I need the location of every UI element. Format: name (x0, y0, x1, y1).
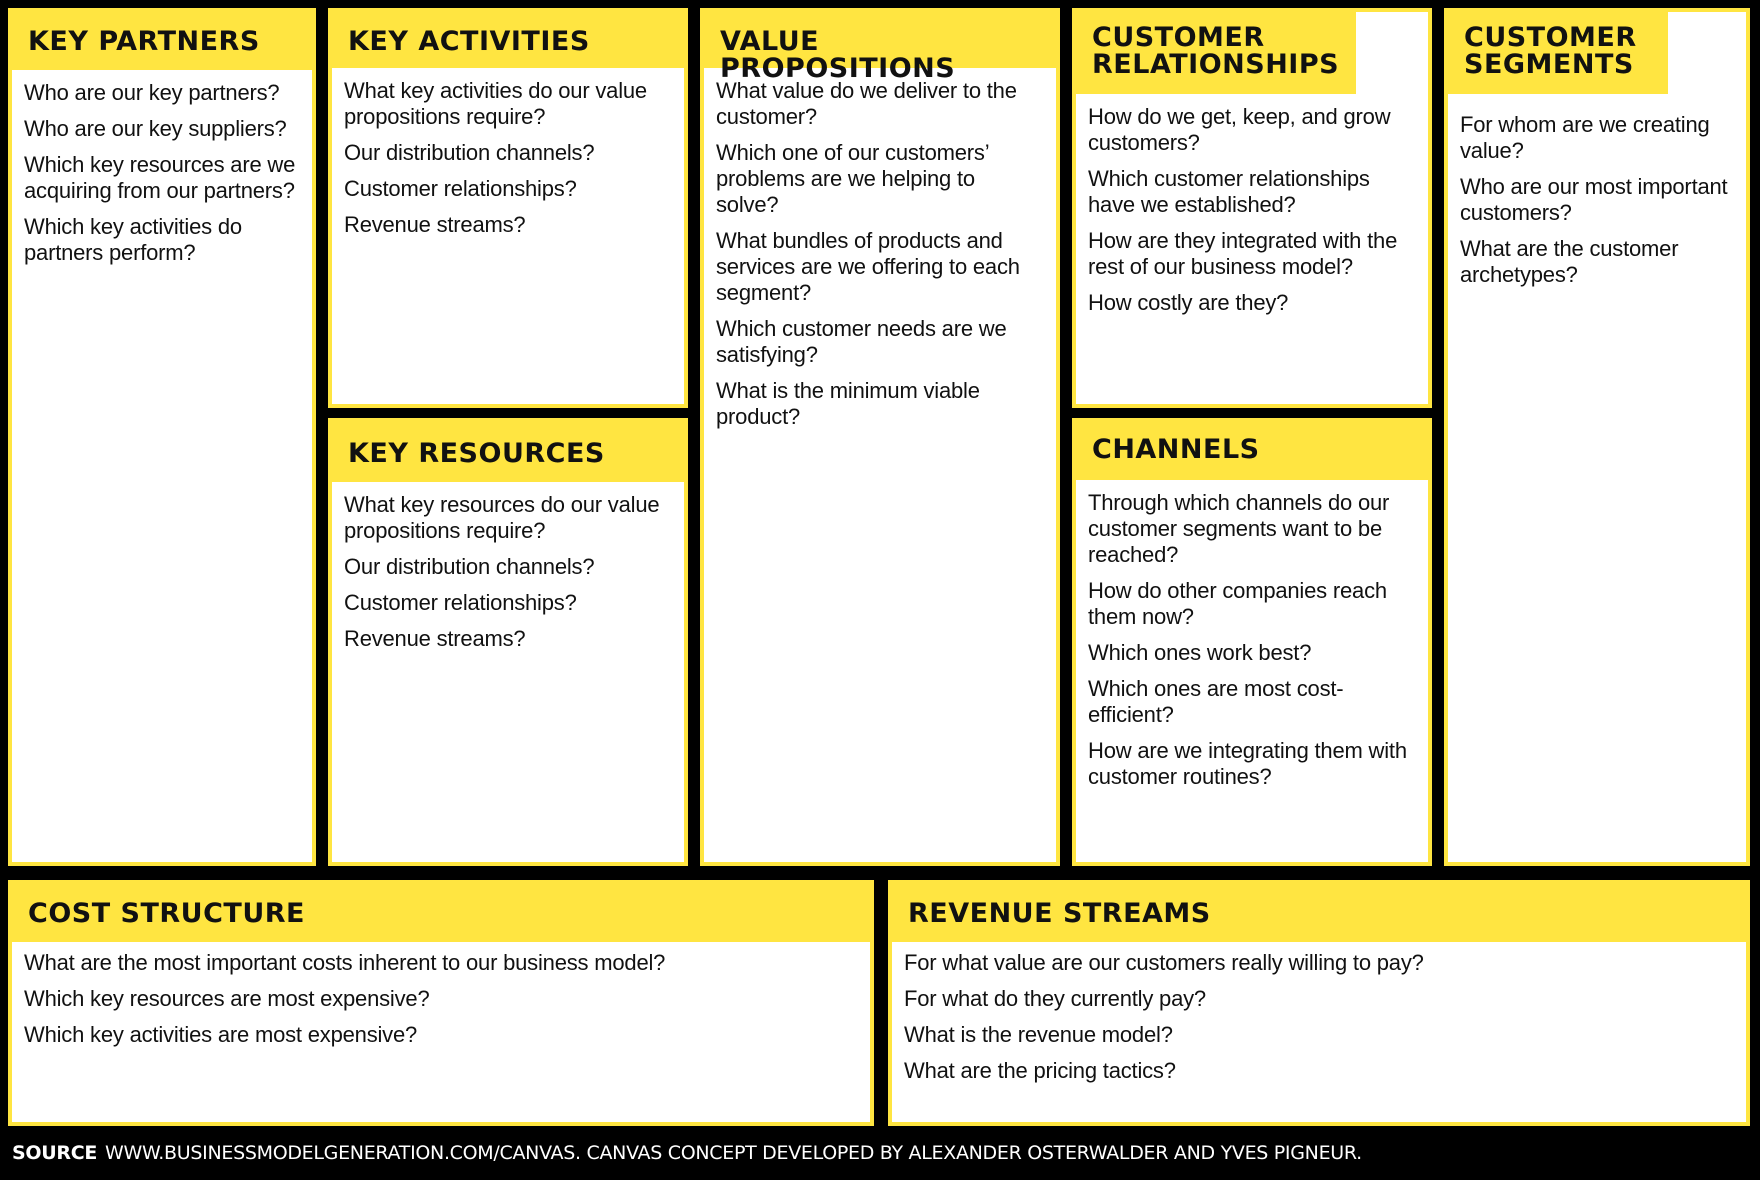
question: What value do we deliver to the customer? (716, 78, 1017, 129)
question: What key activities do our value propositions require? (344, 78, 647, 129)
value-propositions-title: VALUE PROPOSITIONS (704, 12, 1056, 68)
key-activities-title: KEY ACTIVITIES (332, 12, 684, 68)
question: Which ones work best? (1088, 640, 1312, 665)
question: How are they integrated with the rest of our business model? (1088, 228, 1398, 279)
question: What are the most important costs inherent to our business model? (24, 950, 666, 975)
key-partners-block (8, 8, 316, 866)
question: What are the pricing tactics? (904, 1058, 1176, 1083)
question: Which key activities do partners perform? (24, 214, 242, 265)
source-label: SOURCE (12, 1142, 98, 1164)
value-propositions-questions (704, 68, 1056, 430)
question: What are the customer archetypes? (1460, 236, 1679, 287)
key-activities-questions (332, 68, 684, 238)
question: Which key resources are we acquiring from our partners? (24, 152, 296, 203)
question: Our distribution channels? (344, 140, 595, 165)
question: Through which channels do our customer segments want to be reached? (1088, 490, 1390, 567)
revenue-streams-block (888, 880, 1750, 1126)
question: Revenue streams? (344, 626, 526, 651)
value-propositions-block (700, 8, 1060, 866)
key-resources-title: KEY RESOURCES (332, 422, 684, 482)
cost-structure-block (8, 880, 874, 1126)
customer-relationships-questions (1076, 94, 1428, 316)
source-footer (12, 1142, 1362, 1164)
question: Revenue streams? (344, 212, 526, 237)
question: Which one of our customers’ problems are we helping to solve? (716, 140, 989, 217)
customer-relationships-title: CUSTOMER RELATIONSHIPS (1076, 12, 1356, 94)
channels-questions (1076, 480, 1428, 790)
revenue-streams-title: REVENUE STREAMS (892, 884, 1746, 942)
customer-relationships-block (1072, 8, 1432, 408)
question: Who are our key partners? (24, 80, 280, 105)
question: For what value are our customers really willing to pay? (904, 950, 1424, 975)
customer-segments-questions (1448, 94, 1746, 288)
question: Which ones are most cost-efficient? (1088, 676, 1344, 727)
key-partners-title: KEY PARTNERS (12, 12, 312, 70)
key-resources-block (328, 418, 688, 866)
customer-segments-title: CUSTOMER SEGMENTS (1448, 12, 1668, 94)
question: What is the revenue model? (904, 1022, 1173, 1047)
question: How do we get, keep, and grow customers? (1088, 104, 1391, 155)
customer-segments-block (1444, 8, 1750, 866)
question: Which customer relationships have we established? (1088, 166, 1370, 217)
question: Which customer needs are we satisfying? (716, 316, 1007, 367)
question: For what do they currently pay? (904, 986, 1206, 1011)
key-partners-questions (12, 70, 312, 266)
question: Who are our most important customers? (1460, 174, 1728, 225)
question: How are we integrating them with customer routines? (1088, 738, 1407, 789)
channels-block (1072, 418, 1432, 866)
key-resources-questions (332, 482, 684, 652)
question: How costly are they? (1088, 290, 1289, 315)
channels-title: CHANNELS (1076, 422, 1428, 480)
question: How do other companies reach them now? (1088, 578, 1387, 629)
question: Our distribution channels? (344, 554, 595, 579)
question: Customer relationships? (344, 176, 577, 201)
cost-structure-questions (12, 942, 870, 1048)
cost-structure-title: COST STRUCTURE (12, 884, 870, 942)
question: Who are our key suppliers? (24, 116, 287, 141)
question: What bundles of products and services are we offering to each segment? (716, 228, 1020, 305)
source-text: WWW.BUSINESSMODELGENERATION.COM/CANVAS. CANVAS CONCEPT DEVELOPED BY ALEXANDER OSTERWALDER AND YVES PIGNEUR. (105, 1142, 1362, 1164)
question: Customer relationships? (344, 590, 577, 615)
question: What is the minimum viable product? (716, 378, 980, 429)
question: Which key activities are most expensive? (24, 1022, 418, 1047)
question: What key resources do our value propositions require? (344, 492, 660, 543)
revenue-streams-questions (892, 942, 1746, 1084)
question: Which key resources are most expensive? (24, 986, 430, 1011)
question: For whom are we creating value? (1460, 112, 1710, 163)
key-activities-block (328, 8, 688, 408)
